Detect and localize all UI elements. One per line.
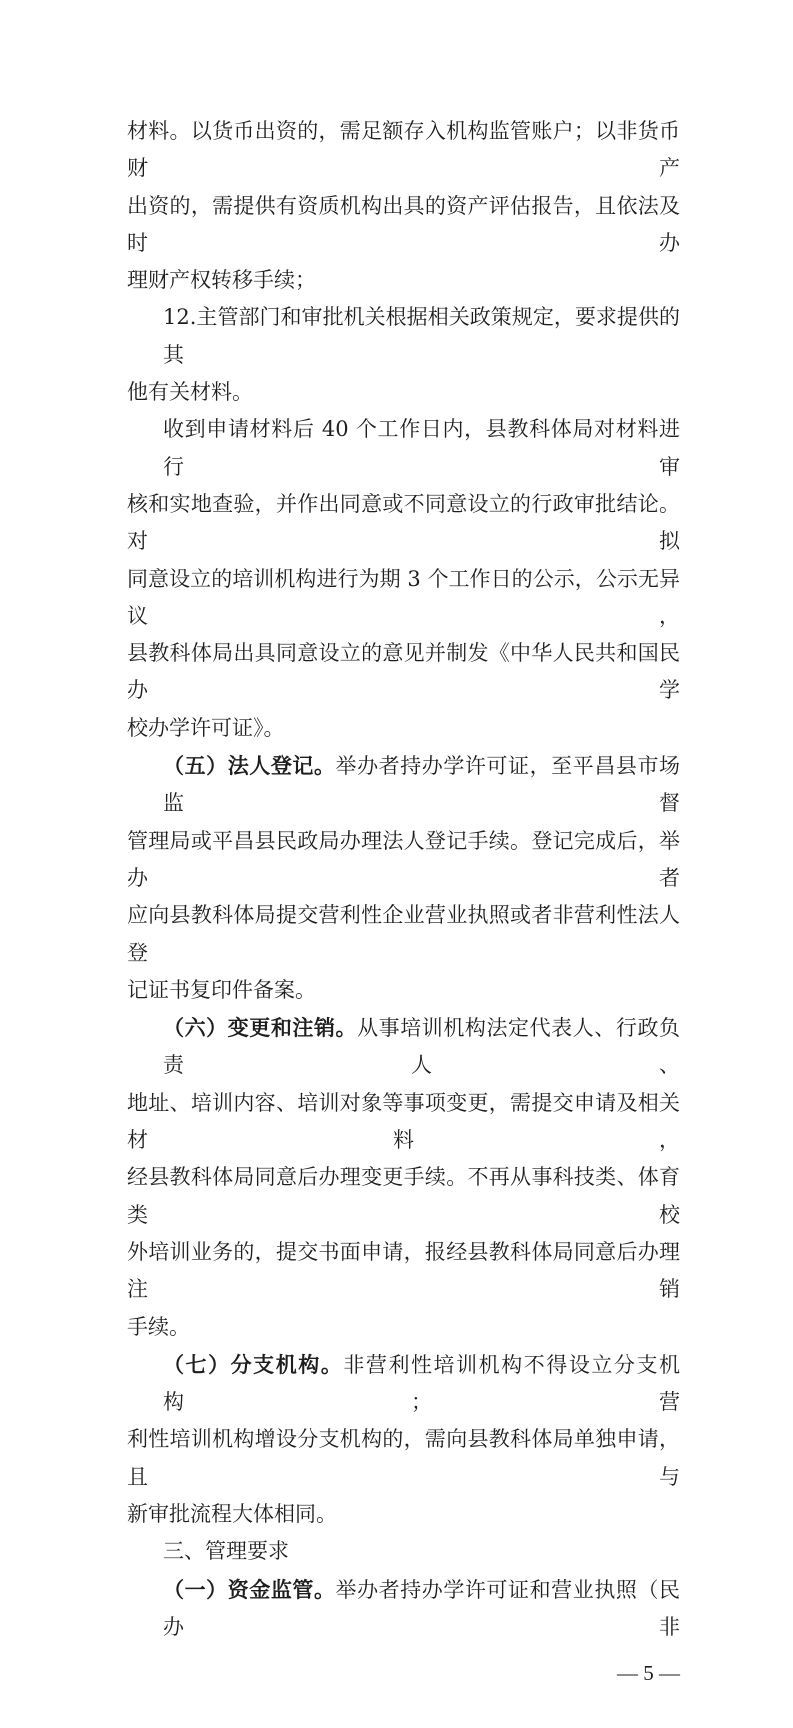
document-body xyxy=(127,113,680,1646)
paragraph xyxy=(127,411,680,747)
line-text: 三、管理要求 xyxy=(163,1539,289,1564)
line-text: 理财产权转移手续； xyxy=(127,268,316,293)
text-line xyxy=(127,1346,680,1422)
line-text: 新审批流程大体相同。 xyxy=(127,1501,337,1526)
paragraph xyxy=(127,747,680,1009)
section-heading: （七）分支机构。 xyxy=(163,1351,344,1377)
paragraph xyxy=(127,1346,680,1533)
line-text: 从事培训机构法定代表人、行政负责人、 xyxy=(163,1016,681,1078)
text-line xyxy=(127,374,680,411)
text-line xyxy=(127,1234,680,1309)
text-line xyxy=(127,1159,680,1234)
text-line xyxy=(127,710,680,747)
line-text: 非营利性培训机构不得设立分支机构；营 xyxy=(163,1352,681,1415)
text-line xyxy=(127,1496,680,1533)
text-line xyxy=(127,113,680,188)
text-line xyxy=(127,299,680,374)
line-text: 校办学许可证》。 xyxy=(127,715,285,740)
text-line xyxy=(127,747,680,823)
text-line xyxy=(127,1085,680,1160)
line-text: 应向县教科体局提交营利性企业营业执照或者非营利性法人登 xyxy=(127,903,680,965)
section-heading: （六）变更和注销。 xyxy=(163,1015,358,1041)
page-number: — 5 — xyxy=(617,1661,680,1686)
text-line xyxy=(127,561,680,636)
line-text: 经县教科体局同意后办理变更手续。不再从事科技类、体育类校 xyxy=(127,1165,680,1227)
text-line xyxy=(127,1571,680,1647)
line-text: 同意设立的培训机构进行为期 3 个工作日的公示，公示无异议， xyxy=(127,566,680,628)
line-text: 县教科体局出具同意设立的意见并制发《中华人民共和国民办学 xyxy=(127,641,680,703)
line-text: 记证书复印件备案。 xyxy=(127,977,316,1002)
line-text: 外培训业务的，提交书面申请，报经县教科体局同意后办理注销 xyxy=(127,1239,680,1302)
line-text: 举办者持办学许可证和营业执照（民办非 xyxy=(163,1577,681,1639)
line-text: 手续。 xyxy=(127,1314,190,1339)
paragraph xyxy=(127,299,680,411)
text-line xyxy=(127,1009,680,1085)
text-line xyxy=(127,262,680,299)
line-text: 举办者持办学许可证，至平昌县市场监督 xyxy=(163,754,681,816)
paragraph xyxy=(127,1571,680,1647)
line-text: 利性培训机构增设分支机构的，需向县教科体局单独申请，且与 xyxy=(127,1427,680,1489)
line-text: 材料。以货币出资的，需足额存入机构监管账户；以非货币财产 xyxy=(127,119,680,181)
text-line xyxy=(127,1533,680,1570)
text-line xyxy=(127,897,680,972)
line-text: 管理局或平昌县民政局办理法人登记手续。登记完成后，举办者 xyxy=(127,828,680,890)
paragraph xyxy=(127,1533,680,1570)
text-line xyxy=(127,1309,680,1346)
line-text: 地址、培训内容、培训对象等事项变更，需提交申请及相关材料， xyxy=(127,1090,680,1153)
line-text: 他有关材料。 xyxy=(127,380,253,405)
text-line xyxy=(127,486,680,561)
paragraph xyxy=(127,1009,680,1346)
text-line xyxy=(127,188,680,263)
section-heading: （五）法人登记。 xyxy=(163,753,336,779)
paragraph xyxy=(127,113,680,299)
line-text: 收到申请材料后 40 个工作日内，县教科体局对材料进行审 xyxy=(163,417,680,479)
text-line xyxy=(127,823,680,898)
section-heading: （一）资金监管。 xyxy=(163,1576,336,1602)
line-text: 核和实地查验，并作出同意或不同意设立的行政审批结论。对拟 xyxy=(127,491,680,554)
line-text: 12.主管部门和审批机关根据相关政策规定，要求提供的其 xyxy=(163,305,680,367)
text-line xyxy=(127,635,680,710)
text-line xyxy=(127,1421,680,1496)
text-line xyxy=(127,411,680,486)
text-line xyxy=(127,972,680,1009)
line-text: 出资的，需提供有资质机构出具的资产评估报告，且依法及时办 xyxy=(127,193,680,255)
